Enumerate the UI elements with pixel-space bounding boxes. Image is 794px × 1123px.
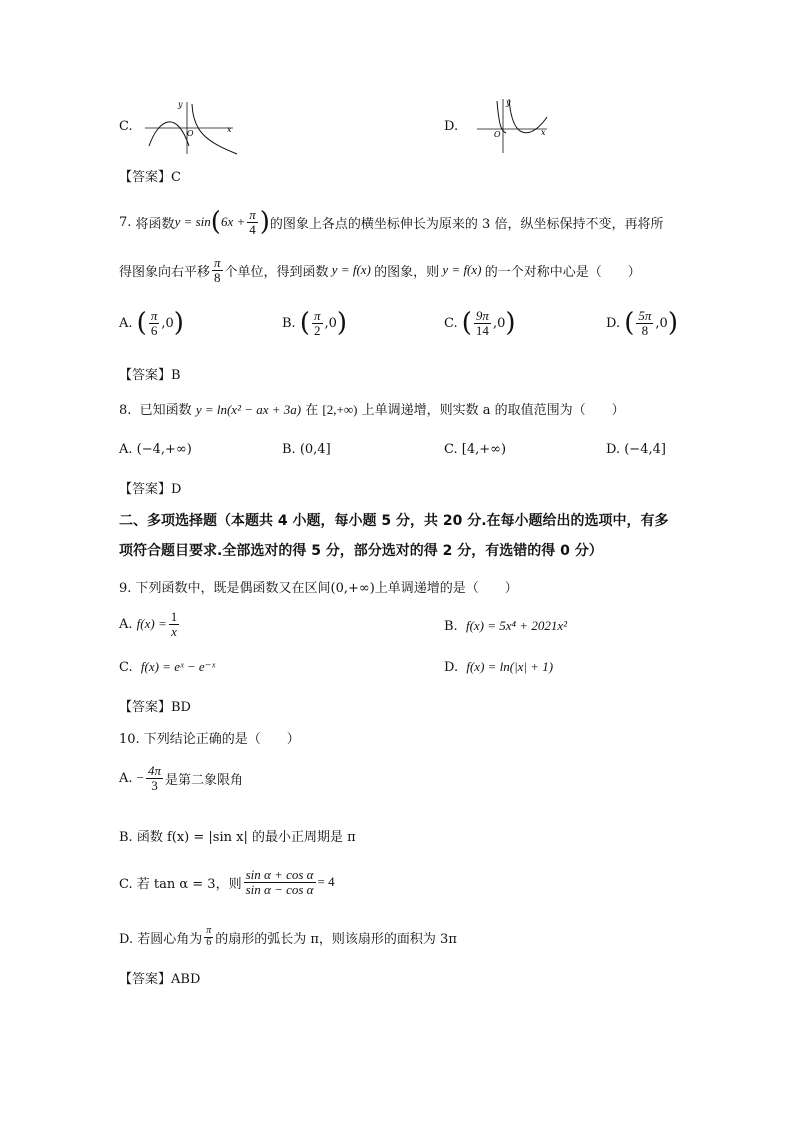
q7-option-b: B. ( $\frac{\pi}{2}$ ,0 ) xyxy=(282,307,348,338)
q8-pre: 已知函数 xyxy=(139,403,192,418)
q10-stem: 10. 下列结论正确的是（ ） xyxy=(119,732,300,747)
q10-a-text: 是第二象限角 xyxy=(165,772,244,788)
graph-d-x-label: x xyxy=(541,128,546,137)
graph-c-x-label: x xyxy=(227,125,232,134)
q8-option-b: B. (0,4] xyxy=(282,442,331,457)
q7-d-num: 5π xyxy=(638,307,652,323)
q9-answer: 【答案】BD xyxy=(119,700,191,715)
q10-c-post: = 4 xyxy=(317,874,335,890)
q8-answer: 【答案】D xyxy=(119,482,182,497)
q10-c-denominator: sin α − cos α xyxy=(245,881,314,897)
q9-d-label: D. xyxy=(444,660,459,675)
q9-c-label: C. xyxy=(119,660,133,675)
q8-stem xyxy=(119,399,625,418)
q8-mid: 在 xyxy=(305,403,319,418)
q7-option-c: C. ( $\frac{9\pi}{14}$ ,0 ) xyxy=(444,307,516,338)
q8-option-a: A. (−4,+∞) xyxy=(119,442,192,457)
q9-b-label: B. xyxy=(444,619,458,634)
q7-line2-post: 的图象，则 xyxy=(374,264,440,280)
q9-c-function: f(x) = eˣ − e⁻ˣ xyxy=(140,659,216,674)
q9-option-b xyxy=(444,618,567,634)
q10-d-post: 的扇形的弧长为 π，则该扇形的面积为 3π xyxy=(215,931,457,947)
q7-line2-end: 的一个对称中心是（ ） xyxy=(484,264,641,280)
q8-option-c: C. [4,+∞) xyxy=(444,442,507,457)
graph-d xyxy=(475,95,555,157)
q8-option-d: D. (−4,4] xyxy=(606,442,666,457)
option-d-label: D. xyxy=(444,119,459,134)
q7-post: 的图象上各点的横坐标伸长为原来的 3 倍，纵坐标保持不变，再将所 xyxy=(269,216,664,232)
q9-a-function: f(x) = xyxy=(136,616,167,632)
q8-interval: [2,+∞) xyxy=(322,402,358,417)
q7-line2-pre: 得图象向右平移 xyxy=(119,264,211,280)
graph-c-left-curve xyxy=(149,122,189,146)
section2-heading-line1: 二、多项选择题（本题共 4 小题，每小题 5 分，共 20 分.在每小题给出的选项中，有多 xyxy=(119,513,669,529)
q6-answer: 【答案】C xyxy=(119,170,181,185)
q7-b-num: π xyxy=(313,307,321,323)
q7-b-den: 2 xyxy=(313,322,321,338)
q10-c-pre: C. 若 tan α = 3，则 xyxy=(119,876,242,892)
q10-d-pre: D. 若圆心角为 xyxy=(119,931,203,947)
q10-c-numerator: sin α + cos α xyxy=(245,867,314,882)
q10-option-a: A. − $\frac{4\pi}{3}$ 是第二象限角 xyxy=(119,763,244,793)
q8-number: 8. xyxy=(119,403,132,418)
graph-d-y-label: y xyxy=(506,98,511,107)
graph-c xyxy=(145,98,245,158)
q7-option-b-label: B. xyxy=(282,315,296,331)
q9-a-label: A. xyxy=(119,616,133,632)
graph-d-origin-label: O xyxy=(494,130,501,139)
q7-a-num: π xyxy=(150,307,158,323)
q8-post: 上单调递增，则实数 a 的取值范围为（ ） xyxy=(361,403,625,418)
q9-stem: 9. 下列函数中，既是偶函数又在区间(0,+∞)上单调递增的是（ ） xyxy=(119,581,518,596)
q7-option-a-label: A. xyxy=(119,315,133,331)
q9-option-d xyxy=(444,659,553,675)
q7-option-a: A. ( $\frac{\pi}{6}$ ,0 ) xyxy=(119,307,184,338)
q10-answer: 【答案】ABD xyxy=(119,972,201,987)
option-c-label: C. xyxy=(119,119,133,134)
q9-option-c xyxy=(119,659,215,675)
q7-number: 7. xyxy=(119,214,132,230)
q7-option-c-label: C. xyxy=(444,315,458,331)
q9-option-a: A. f(x) = $\frac{1}{x}$ xyxy=(119,609,178,639)
q10-option-c xyxy=(119,868,335,896)
q9-d-function: f(x) = ln(|x| + 1) xyxy=(466,659,554,674)
graph-c-y-label: y xyxy=(178,100,183,109)
q10-option-d: D. 若圆心角为 $\frac{\pi}{6}$ 的扇形的弧长为 π，则该扇形的面积为 3π xyxy=(119,925,457,948)
q7-c-num: 9π xyxy=(475,307,489,323)
q7-stem-line1: 7. 将函数 y = sin ( 6x + $\frac{\pi}{4}$ ) 的图象上各点的横坐标伸长为原来的 3 倍，纵坐标保持不变，再将所 xyxy=(119,206,664,237)
graph-c-origin-label: O xyxy=(187,129,194,138)
q7-pre: 将函数 xyxy=(135,216,175,232)
q7-function: y = sin xyxy=(174,214,211,229)
q9-b-function: f(x) = 5x⁴ + 2021x² xyxy=(465,618,567,633)
section2-heading-line2: 项符合题目要求.全部选对的得 5 分，部分选对的得 2 分，有选错的得 0 分） xyxy=(119,543,603,559)
q7-line2-mid: 个单位，得到函数 xyxy=(224,264,329,280)
q7-fraction-pi-8: $\frac{\pi}{8}$ xyxy=(214,255,221,285)
graph-d-left-curve xyxy=(497,101,506,133)
q10-a-label: A. xyxy=(119,770,133,786)
q7-stem-line2: 得图象向右平移 $\frac{\pi}{8}$ 个单位，得到函数 y = f(x) 的图象，则 y = f(x) 的一个对称中心是（ ） xyxy=(119,255,641,285)
q7-option-d: D. ( $\frac{5\pi}{8}$ ,0 ) xyxy=(606,307,678,338)
q7-option-d-label: D. xyxy=(606,315,621,331)
q7-a-den: 6 xyxy=(150,322,158,338)
q10-option-b: B. 函数 f(x) = |sin x| 的最小正周期是 π xyxy=(119,830,356,845)
q7-d-den: 8 xyxy=(641,322,649,338)
q7-c-den: 14 xyxy=(475,322,489,338)
q7-fraction-pi-4: $\frac{\pi}{4}$ xyxy=(249,206,256,237)
q7-answer: 【答案】B xyxy=(119,368,181,383)
q8-function: y = ln(x² − ax + 3a) xyxy=(195,402,302,417)
